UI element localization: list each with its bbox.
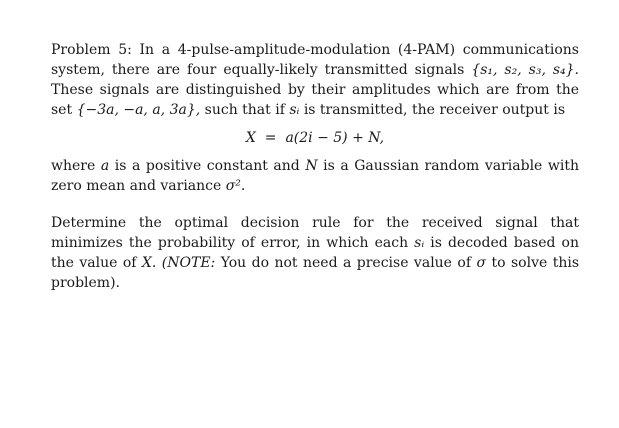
problem-intro-text: In a 4-pulse-amplitude-modulation (4-PAM) communications system, there are four equally-likely transmitted signals [51,42,579,78]
problem-intro-text-3: such that if [204,102,285,118]
problem-intro-text-2: These signals are distinguished by their amplitudes which are from the set [51,82,579,118]
variance-symbol: σ². [225,178,246,194]
problem-page [51,40,579,293]
where-text-2: is a positive constant and [114,158,300,174]
task-text: Determine the optimal decision rule for the received signal that minimizes the probability of error, in which each [51,215,579,251]
signal-set: {s₁, s₂, s₃, s₄}. [471,62,580,78]
note-label: (NOTE: [161,255,216,271]
task-si: sᵢ [414,235,425,251]
problem-statement [51,40,579,120]
note-text-2: to solve this problem). [51,255,580,291]
where-text: where [51,158,96,174]
receiver-equation [51,128,579,148]
constant-a: a [100,158,110,174]
problem-label: Problem 5: [51,42,132,58]
noise-n: N [305,158,318,174]
problem-intro-text-4: is transmitted, the receiver output is [303,102,566,118]
where-text-3: is a Gaussian random variable with zero mean and variance [51,158,579,194]
equation-rhs: a(2i − 5) + N, [285,130,385,146]
note-text: You do not need a precise value of [220,255,472,271]
sigma-symbol: σ [476,255,487,271]
task-x: X. [141,255,157,271]
signal-si: sᵢ [289,102,300,118]
task-text-2: is decoded based on the value of [51,235,579,271]
amplitude-set: {−3a, −a, a, 3a}, [76,102,201,118]
where-clause [51,156,579,196]
equation-lhs: X [245,130,256,146]
task-statement [51,213,579,293]
equation-equals: = [264,130,277,146]
